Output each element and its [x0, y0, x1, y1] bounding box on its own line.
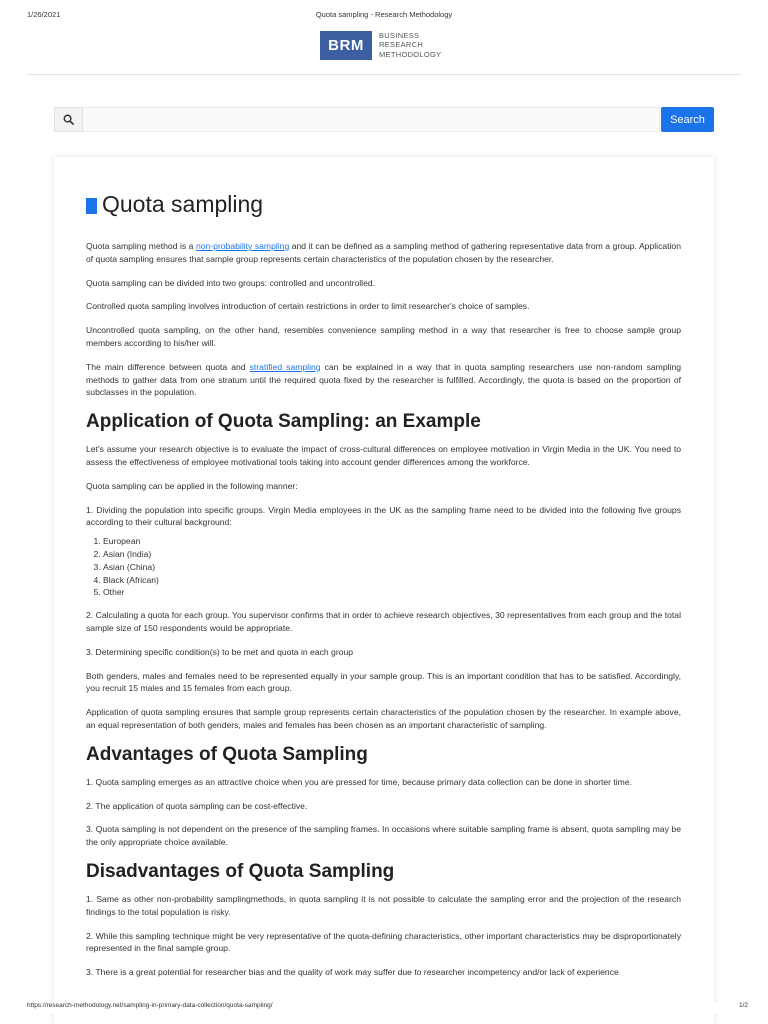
intro-paragraph-3: Controlled quota sampling involves introduction of certain restrictions in order to limit researcher's choice of samples.	[86, 301, 530, 312]
heading-disadvantages: Disadvantages of Quota Sampling	[86, 860, 395, 882]
advantages-paragraph-2: 2. The application of quota sampling can be cost-effective.	[86, 800, 308, 811]
print-footer	[0, 1002, 768, 1014]
site-logo[interactable]	[320, 30, 441, 60]
list-item: 2. Asian (India)	[103, 548, 681, 561]
text-span: can be explained in a way that in quota sampling researchers use non-random sampling methods to gather data from one stratum until the required quota fixed by the researcher is fulfilled. Accordingly, the quota is based on the proportion of subclasses in the population.	[86, 361, 681, 398]
list-item: 5. Other	[103, 586, 681, 599]
intro-paragraph-2: Quota sampling can be divided into two groups: controlled and uncontrolled.	[86, 277, 376, 288]
example-paragraph-7: Application of quota sampling ensures that sample group represents certain characteristics of the population chosen by the researcher. In example above, an equal representation of both genders, males and females has been chosen as an important characteristic of sampling.	[86, 707, 681, 730]
logo-line-1: BUSINESS	[379, 30, 420, 40]
article-body	[86, 240, 681, 990]
example-paragraph-1: Let's assume your research objective is to evaluate the impact of cross-cultural differences on employee motivation in Virgin Media in the UK. You need to assess the effectiveness of employee motivational tools taking into account gender differences among the workforce.	[86, 444, 681, 467]
article-card	[54, 157, 714, 1024]
list-item: 4. Black (African)	[103, 574, 681, 587]
example-paragraph-3: 1. Dividing the population into specific groups. Virgin Media employees in the UK as the sampling frame need to be divided into the following five groups according to their cultural background:	[86, 504, 681, 528]
list-item: 1. European	[103, 535, 681, 548]
logo-line-2: RESEARCH	[379, 40, 424, 50]
site-header	[0, 30, 768, 76]
list-item: 3. Asian (China)	[103, 561, 681, 574]
search-button[interactable]: Search	[661, 107, 714, 132]
link-non-probability-sampling[interactable]: non-probability sampling	[195, 241, 290, 251]
header-divider	[27, 74, 741, 75]
disadvantages-paragraph-1: 1. Same as other non-probability samplingmethods, in quota sampling it is not possible to calculate the sampling error and the projection of the research findings to the total population is risky.	[86, 893, 681, 917]
intro-paragraph-5	[86, 361, 681, 399]
page-title	[86, 191, 263, 218]
disadvantages-paragraph-3: 3. There is a great potential for researcher bias and the quality of work may suffer due to researcher incompetency and/or lack of experience	[86, 967, 619, 978]
search-input[interactable]	[83, 107, 660, 132]
logo-abbr: BRM	[320, 31, 372, 60]
text-span: Quota sampling method is a	[86, 241, 196, 251]
example-paragraph-5: 3. Determining specific condition(s) to be met and quota in each group	[86, 646, 354, 657]
advantages-paragraph-1: 1. Quota sampling emerges as an attractive choice when you are pressed for time, because primary data collection can be done in shorter time.	[86, 776, 632, 787]
groups-list	[103, 535, 681, 599]
link-stratified-sampling[interactable]: stratified sampling	[249, 361, 321, 372]
search-bar	[54, 107, 714, 132]
example-paragraph-6: Both genders, males and females need to be represented equally in your sample group. This is an important condition that has to be satisfied. Accordingly, you recruit 15 males and 15 females from each group.	[86, 670, 681, 694]
print-header	[0, 10, 768, 22]
intro-paragraph-4: Uncontrolled quota sampling, on the other hand, resembles convenience sampling method in a way that researcher is free to choose sample group members according to his/her will.	[86, 325, 681, 348]
logo-line-3: METHODOLOGY	[379, 49, 442, 59]
logo-text	[379, 31, 441, 60]
print-date: 1/26/2021	[27, 10, 61, 19]
text-span: The main difference between quota and	[86, 361, 250, 372]
print-page-number: 1/2	[738, 1002, 748, 1009]
example-paragraph-2: Quota sampling can be applied in the following manner:	[86, 480, 298, 491]
example-paragraph-4: 2. Calculating a quota for each group. You supervisor confirms that in order to achieve research objectives, 30 representatives from each group and the total sample size of 150 respondents would be appropriate.	[86, 610, 681, 633]
advantages-paragraph-3: 3. Quota sampling is not dependent on the presence of the sampling frames. In occasions where suitable sampling frame is absent, quota sampling may be the only appropriate choice available.	[86, 824, 681, 848]
page-title-text: Quota sampling	[102, 191, 264, 217]
text-span: and it can be defined as a sampling method of gathering representative data from a group. Application of quota sampling ensures that sample group represents certain characteristics of the population chosen by the researcher.	[86, 241, 681, 264]
disadvantages-paragraph-2: 2. While this sampling technique might be very representative of the quota-defining characteristics, other important characteristics may be disproportionately represented in the final sample group.	[86, 930, 681, 954]
heading-example: Application of Quota Sampling: an Example	[86, 411, 481, 433]
print-url: https://research-methodology.net/sampling-in-primary-data-collection/quota-sampling/	[27, 1002, 273, 1009]
search-icon[interactable]	[54, 107, 83, 132]
heading-advantages: Advantages of Quota Sampling	[86, 743, 368, 765]
title-marker-icon	[86, 198, 97, 214]
print-title: Quota sampling - Research Methodology	[315, 10, 453, 19]
intro-paragraph-1	[86, 240, 681, 266]
